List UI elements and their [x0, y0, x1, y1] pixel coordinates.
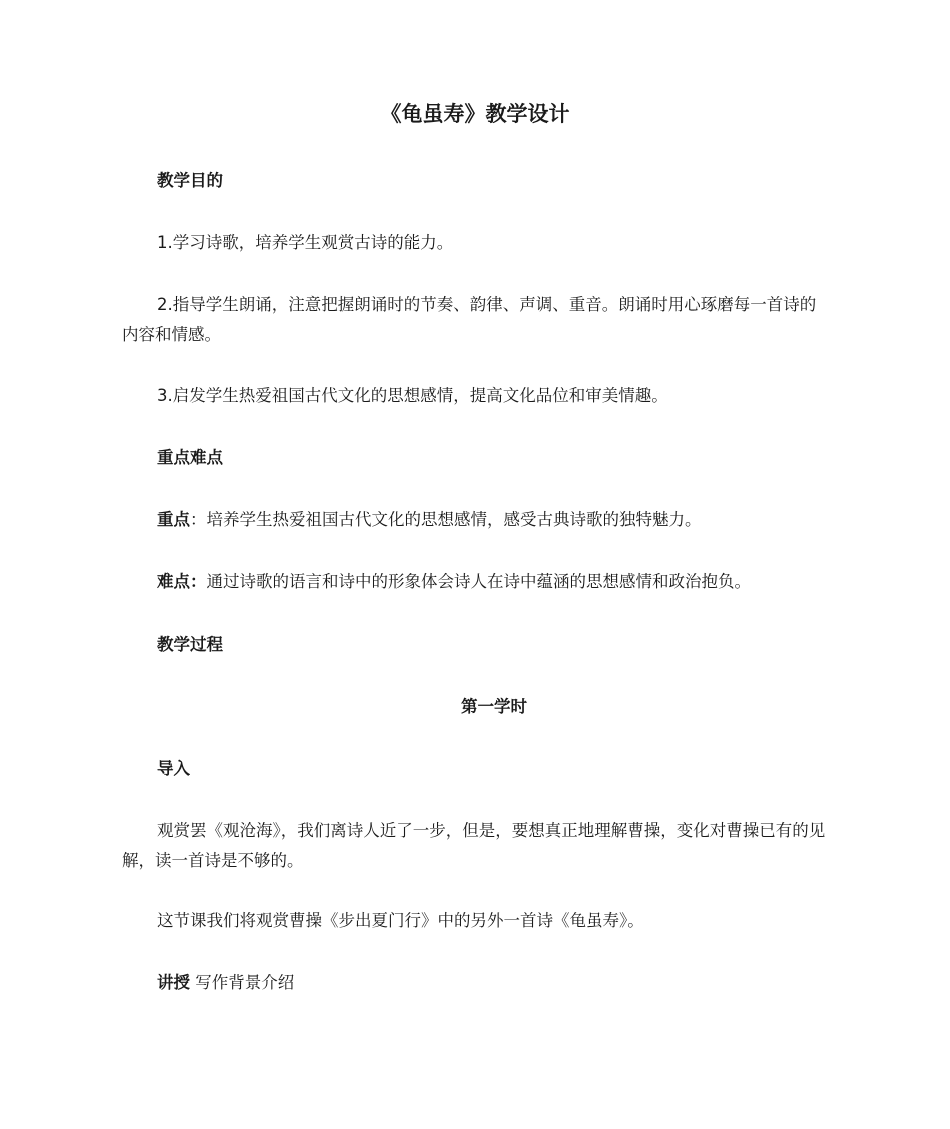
- intro-paragraph-2: 这节课我们将观赏曹操《步出夏门行》中的另外一首诗《龟虽寿》。: [157, 911, 644, 930]
- document-title: 《龟虽寿》教学设计: [380, 102, 570, 126]
- intro-heading: 导入: [157, 759, 190, 778]
- intro-paragraph-1: 观赏罢《观沧海》，我们离诗人近了一步，但是，要想真正地理解曹操，变化对曹操已有的见解，读一首诗是不够的。: [122, 821, 826, 870]
- objective-2: 2.指导学生朗诵，注意把握朗诵时的节奏、韵律、声调、重音。朗诵时用心琢磨每一首诗的内容和情感。: [122, 295, 817, 344]
- objectives-heading: 教学目的: [157, 171, 223, 190]
- process-heading: 教学过程: [157, 635, 223, 654]
- difficulty-paragraph: [122, 567, 830, 597]
- keypoint-paragraph: [122, 505, 830, 535]
- keypoint-text: ：培养学生热爱祖国古代文化的思想感情，感受古典诗歌的独特魅力。: [190, 510, 702, 529]
- difficulty-text: 通过诗歌的语言和诗中的形象体会诗人在诗中蕴涵的思想感情和政治抱负。: [206, 572, 751, 591]
- difficulty-label: 难点：: [157, 572, 207, 591]
- lecture-text: 写作背景介绍: [190, 973, 295, 992]
- lesson-heading: 第一学时: [461, 697, 527, 716]
- keypoint-label: 重点: [157, 510, 190, 529]
- lecture-paragraph: [122, 968, 830, 998]
- objective-3: 3.启发学生热爱祖国古代文化的思想感情，提高文化品位和审美情趣。: [157, 386, 668, 405]
- keypoints-heading: 重点难点: [157, 448, 223, 467]
- lecture-label: 讲授: [157, 973, 190, 992]
- objective-1: 1.学习诗歌，培养学生观赏古诗的能力。: [157, 233, 454, 252]
